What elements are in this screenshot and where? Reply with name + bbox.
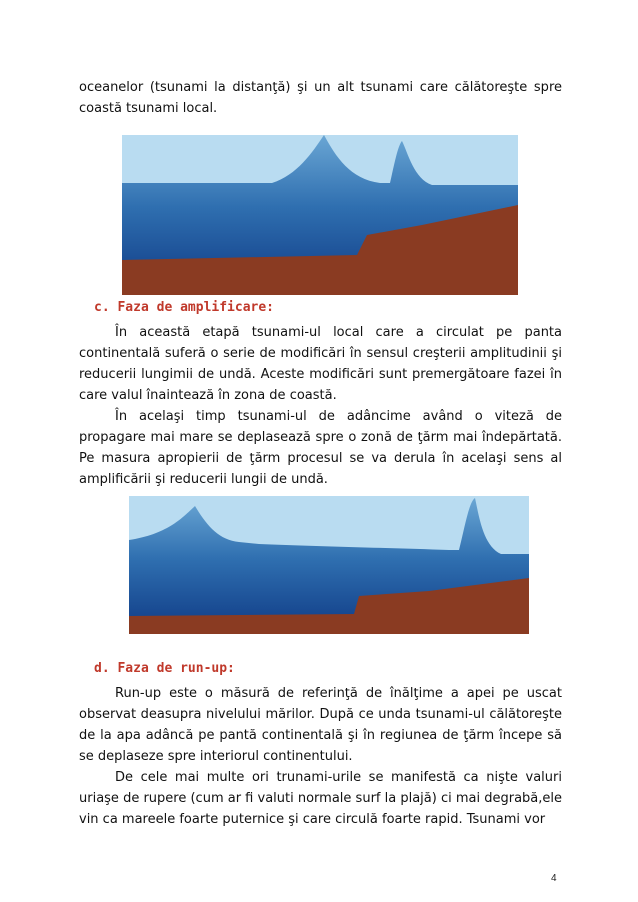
section-c-paragraph-2: În acelaşi timp tsunami-ul de adâncime având o viteză de propagare mai mare se deplasează spre o zonă de ţărm mai îndepărtată. Pe masura apropierii de ţărm procesul se va derula în acelaşi sens al amplificării şi reducerii lungii de undă. <box>79 409 562 487</box>
section-d-heading: d. Faza de run-up: <box>94 661 235 676</box>
tsunami-diagram-1 <box>122 135 518 295</box>
section-d-paragraph-2: De cele mai multe ori trunami-urile se manifestă ca nişte valuri uriaşe de rupere (cum ar fi valuti normale surf la plajă) ci mai degrabă,ele vin ca mareele foarte puternice şi care circulă foarte rapid. Tsunami vor <box>79 770 562 827</box>
tsunami-diagram-2 <box>129 496 529 634</box>
top-paragraph: oceanelor (tsunami la distanţă) şi un alt tsunami care călătoreşte spre coastă tsunami local. <box>79 80 562 116</box>
page-number: 4 <box>551 873 557 884</box>
section-c-paragraph-1: În această etapă tsunami-ul local care a circulat pe panta continentală suferă o serie de modificări în sensul creşterii amplitudinii şi reducerii lungimii de undă. Aceste modificări sunt premergătoare fazei în care valul înaintează în zona de coastă. <box>79 325 562 403</box>
section-d-paragraph-1: Run-up este o măsură de referinţă de înălţime a apei pe uscat observat deasupra nivelului mărilor. După ce unda tsunami-ul călătoreşte de la apa adâncă pe pantă continentală şi în regiunea de ţărm începe să se deplaseze spre interiorul continentului. <box>79 686 562 764</box>
section-c-heading: c. Faza de amplificare: <box>94 300 275 315</box>
